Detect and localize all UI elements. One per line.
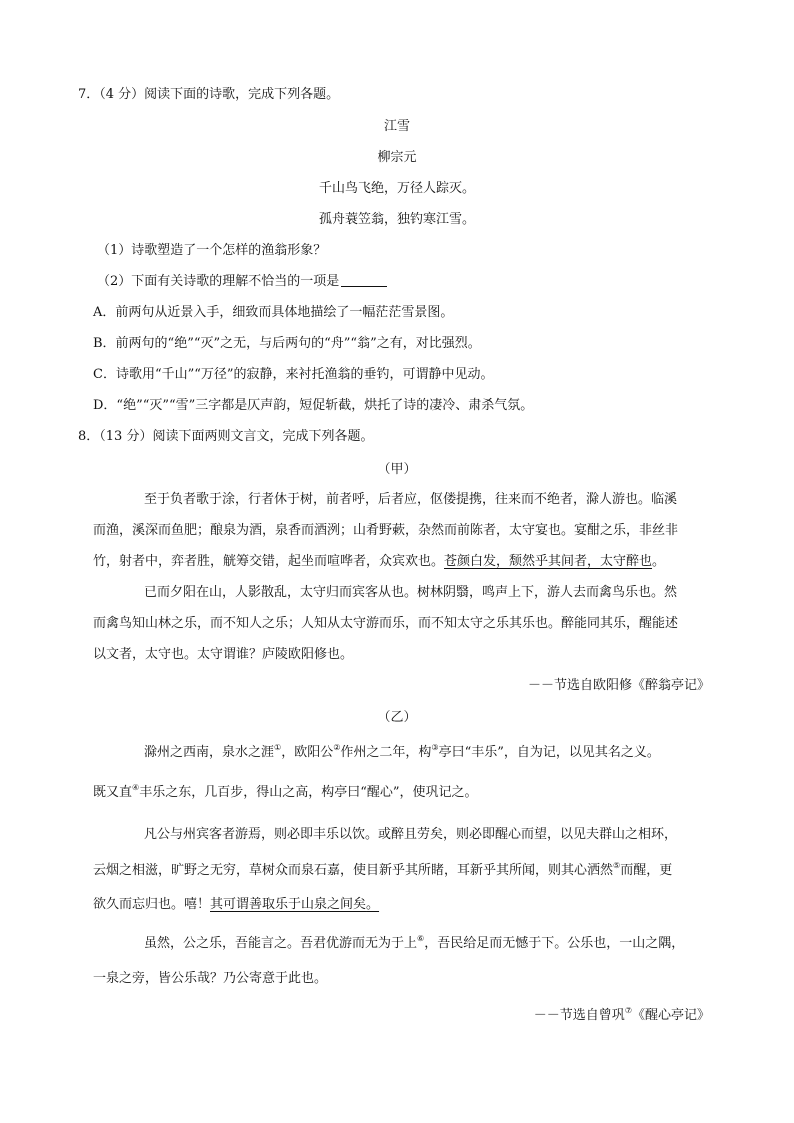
yi-p1-line-2-a: 既又直 — [93, 785, 133, 800]
q8-header: 8．（13 分）阅读下面两则文言文，完成下列各题。 — [78, 429, 374, 444]
option-c: C．诗歌用“千山”“万径”的寂静，来衬托渔翁的垂钓，可谓静中见动。 — [93, 367, 494, 382]
note-6: ⑥ — [417, 934, 425, 943]
yi-p1-line-1 — [144, 744, 660, 762]
yi-p2-line-3 — [93, 896, 379, 914]
yi-p3-line-1-a: 虽然，公之乐，吾能言之。吾君优游而无为于上 — [144, 936, 418, 951]
poem-title: 江雪 — [383, 119, 410, 134]
yi-p1-line-1-a: 滁州之西南，泉水之涯 — [144, 745, 275, 760]
yi-p2-line-1: 凡公与州宾客者游焉，则必即丰乐以饮。或醉且劳矣，则必即醒心而望，以见夫群山之相环， — [144, 827, 678, 842]
note-3: ③ — [431, 743, 439, 752]
jia-p2-line-1: 已而夕阳在山，人影散乱，太守归而宾客从也。树林阴翳，鸣声上下，游人去而禽鸟乐也。然 — [144, 585, 678, 600]
yi-p1-line-2-b: 丰乐之东，几百步，得山之高，构亭曰“醒心”，使巩记之。 — [139, 785, 478, 800]
yi-p3-line-1 — [144, 935, 684, 953]
jia-source: －－节选自欧阳修《醉翁亭记》 — [527, 678, 710, 693]
yi-source — [534, 1007, 710, 1025]
option-a: A．前两句从近景入手，细致而具体地描绘了一幅茫茫雪景图。 — [93, 305, 454, 320]
note-2: ② — [333, 743, 341, 752]
yi-p1-line-1-c: 作州之二年，构 — [340, 745, 432, 760]
yi-p1-line-1-d: 亭曰“丰乐”，自为记，以见其名之义。 — [438, 745, 660, 760]
q7-header: 7．（4 分）阅读下面的诗歌，完成下列各题。 — [78, 87, 340, 102]
note-1: ① — [274, 743, 282, 752]
underlined-sentence-jia: 苍颜白发，颓然乎其间者，太守醉也 — [444, 554, 653, 569]
option-b: B．前两句的“绝”“灭”之无，与后两句的“舟”“翁”之有，对比强烈。 — [93, 336, 481, 351]
note-5: ⑤ — [613, 861, 621, 870]
jia-p2-line-2: 而禽鸟知山林之乐，而不知人之乐；人知从太守游而乐，而不知太守之乐其乐也。醉能同其乐，醒能述 — [93, 616, 679, 631]
yi-p2-line-3-c: 。 — [366, 897, 380, 912]
jia-p1-line-3-a: 竹，射者中，弈者胜，觥筹交错，起坐而喧哗者，众宾欢也。 — [93, 554, 445, 569]
yi-p3-line-1-b: ，吾民给足而无憾于下。公乐也，一山之隅， — [424, 936, 685, 951]
q7-sub-2 — [97, 273, 387, 291]
yi-source-b: 《醒心亭记》 — [631, 1008, 710, 1023]
yi-p3-line-2: 一泉之旁，皆公乐哉？乃公寄意于此也。 — [93, 971, 328, 986]
q7-sub-1: （1）诗歌塑造了一个怎样的渔翁形象？ — [97, 243, 327, 258]
note-4: ④ — [132, 783, 140, 792]
jia-label: （甲） — [377, 462, 417, 477]
jia-p2-line-3: 以文者，太守也。太守谓谁？庐陵欧阳修也。 — [93, 647, 354, 662]
yi-label: （乙） — [377, 710, 417, 725]
jia-p1-line-3 — [93, 553, 665, 571]
yi-p2-line-2-b: 而醒，更 — [620, 863, 673, 878]
yi-source-a: －－节选自曾巩 — [533, 1008, 625, 1023]
poem-author: 柳宗元 — [377, 150, 417, 165]
jia-p1-line-3-c: 。 — [652, 554, 666, 569]
answer-blank[interactable] — [341, 273, 387, 287]
jia-p1-line-1: 至于负者歌于涂，行者休于树，前者呼，后者应，伛偻提携，往来而不绝者，滁人游也。临溪 — [144, 492, 678, 507]
option-d: D．“绝”“灭”“雪”三字都是仄声韵，短促斩截，烘托了诗的凄冷、肃杀气氛。 — [93, 398, 534, 413]
jia-p1-line-2: 而渔，溪深而鱼肥；酿泉为酒，泉香而酒洌；山肴野蔌，杂然而前陈者，太守宴也。宴酣之乐，非丝非 — [93, 523, 679, 538]
yi-p1-line-1-b: ，欧阳公 — [281, 745, 334, 760]
yi-p2-line-3-a: 欲久而忘归也。嘻！ — [93, 897, 211, 912]
yi-p1-line-2 — [93, 784, 477, 802]
poem-line-2: 孤舟蓑笠翁，独钓寒江雪。 — [318, 212, 475, 227]
underlined-sentence-yi: 其可谓善取乐于山泉之间矣 — [210, 897, 367, 912]
poem-line-1: 千山鸟飞绝，万径人踪灭。 — [318, 181, 475, 196]
q7-sub-2-text: （2）下面有关诗歌的理解不恰当的一项是 — [97, 274, 340, 289]
note-7: ⑦ — [624, 1006, 632, 1015]
yi-p2-line-2-a: 云烟之相滋，旷野之无穷，草树众而泉石嘉，使目新乎其所睹，耳新乎其所闻，则其心洒然 — [93, 863, 614, 878]
yi-p2-line-2 — [93, 862, 672, 880]
